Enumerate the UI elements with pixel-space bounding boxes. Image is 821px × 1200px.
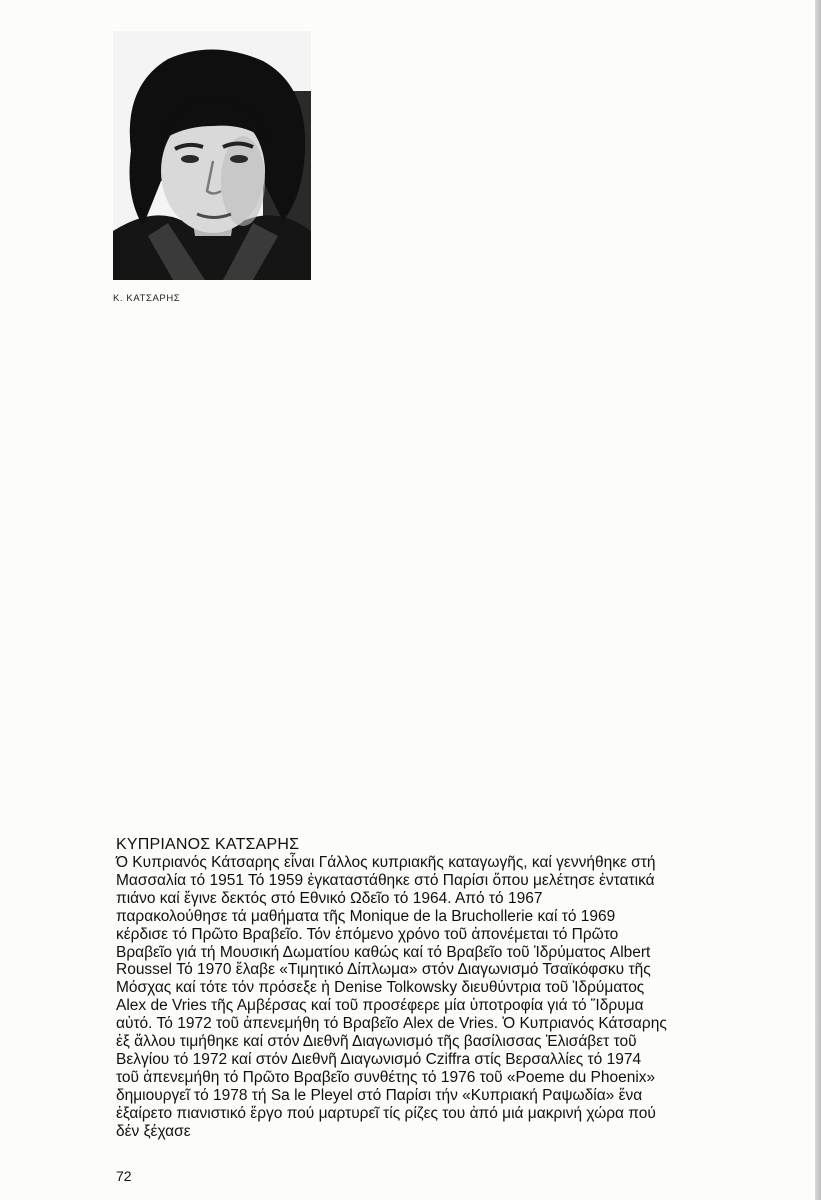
body-line: αὐτό. Τό 1972 τοῦ ἀπενεμήθη τό Βραβεῖο Alex de Vries. Ὁ Κυπριανός Κάτσαρης [116,1015,667,1033]
article [116,836,796,1141]
photo-caption: Κ. ΚΑΤΣΑΡΗΣ [113,293,181,304]
body-line: ἐξ ἄλλου τιμήθηκε καί στόν Διεθνῆ Διαγωνισμό τῆς βασίλισσας Ἐλισάβετ τοῦ [116,1033,637,1051]
page-edge [815,0,821,1200]
body-line: Βελγίου τό 1972 καί στόν Διεθνῆ Διαγωνισμό Cziffra στίς Βερσαλλίες τό 1974 [116,1050,642,1068]
body-line: Alex de Vries τῆς Αμβέρσας καί τοῦ προσέφερε μία ὑποτροφία γιά τό Ἵδρυμα [116,997,644,1015]
body-line: πιάνο καί ἔγινε δεκτός στό Εθνικό Ωδεῖο τό 1964. Από τό 1967 [116,889,543,907]
article-title: ΚΥΠΡΙΑΝΟΣ ΚΑΤΣΑΡΗΣ [116,836,300,853]
body-line: τοῦ ἀπενεμήθη τό Πρῶτο Βραβεῖο συνθέτης τό 1976 τοῦ «Poeme du Phoenix» [116,1068,656,1086]
body-line: ἐξαίρετο πιανιστικό ἔργο πού μαρτυρεῖ τίς ρίζες του ἀπό μιά μακρινή χώρα πού [116,1104,656,1122]
page-number: 72 [116,1168,132,1184]
portrait-image [113,31,311,280]
body-line: Βραβεῖο γιά τή Μουσική Δωματίου καθώς καί τό Βραβεῖο τοῦ Ἱδρύματος Albert [116,943,651,961]
body-line: Μόσχας καί τότε τόν πρόσεξε ἡ Denise Tolkowsky διευθύντρια τοῦ Ἱδρύματος [116,979,645,997]
body-line: κέρδισε τό Πρῶτο Βραβεῖο. Τόν ἑπόμενο χρόνο τοῦ ἀπονέμεται τό Πρῶτο [116,925,619,943]
body-line: Roussel Τό 1970 ἔλαβε «Τιμητικό Δίπλωμα» στόν Διαγωνισμό Τσαϊκόφσκυ τῆς [116,961,651,979]
body-line: δημιουργεῖ τό 1978 τή Sa le Pleyel στό Παρίσι τήν «Κυπριακή Ραψωδία» ἕνα [116,1086,643,1104]
body-line: Ό Κυπριανός Κάτσαρης εἶναι Γάλλος κυπριακῆς καταγωγῆς, καί γεννήθηκε στή [116,854,656,871]
body-line: δέν ξέχασε [116,1122,191,1140]
body-line: Μασσαλία τό 1951 Τό 1959 ἐγκαταστάθηκε στό Παρίσι ὅπου μελέτησε ἐντατικά [116,871,655,889]
portrait-photo [113,31,311,280]
article-body [116,854,796,1141]
body-line: παρακολούθησε τά μαθήματα τῆς Monique de la Bruchollerie καί τό 1969 [116,907,616,925]
